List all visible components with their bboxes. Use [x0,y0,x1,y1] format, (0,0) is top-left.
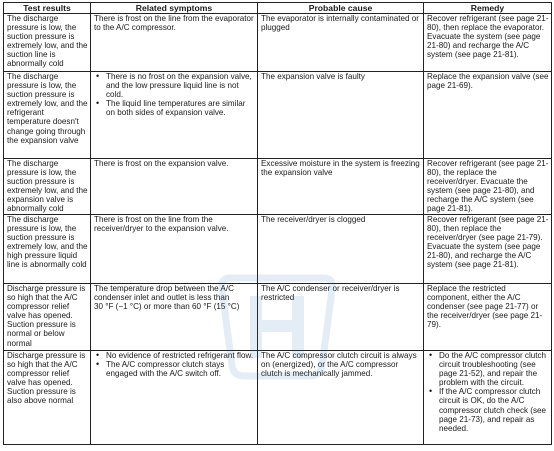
probable-cause-cell: The A/C compressor clutch circuit is always on (energized), or the A/C compressor clutch is mechanically jammed. [258,351,424,445]
test-result-cell: Discharge pressure is so high that the A/C compressor relief valve has opened. Suction pressure is normal or below normal [4,284,91,351]
table-row [4,351,552,445]
list-item: • Do the A/C compressor clutch circuit troubleshooting (see page 21-52), and repair the problem with the circuit. [439,351,549,387]
list-item: • No evidence of restricted refrigerant flow. [106,351,255,360]
list-item: • There is no frost on the expansion valve, and the low pressure liquid line is not cold. [106,72,255,99]
remedy-cell [424,351,552,445]
symptoms-cell-line: There is frost on the line from the receiver/dryer to the expansion valve. [94,215,229,234]
remedy-cell-line: Replace the expansion valve (see page 21-69). [427,72,549,91]
symptoms-cell [91,14,258,72]
list-item: • The liquid line temperatures are similar on both sides of expansion valve. [106,99,255,117]
symptoms-cell-line: The temperature drop between the A/C condenser inlet and outlet is less than [94,284,234,303]
header-related-symptoms: Related symptoms [91,3,258,14]
symptoms-cell-line: There is frost on the line from the evaporator to the A/C compressor. [94,14,254,33]
remedy-cell [424,215,552,284]
diagnosis-table [3,2,552,445]
header-test-results: Test results [4,3,91,14]
remedy-cell-line: Replace the restricted component, either the A/C condenser (see page 21-77) or the receiver/dryer (see page 21-79). [427,284,543,330]
test-result-cell: Discharge pressure is so high that the A/C compressor relief valve has opened. Suction pressure is also above normal [4,351,91,445]
remedy-cell [424,284,552,351]
symptoms-cell [91,351,258,445]
remedy-cell-line: Recover refrigerant (see page 21-80), then replace the receiver/dryer (see page 21-79). Evacuate the system (see page 21-80), and recharge the A/C system (see page 21-81). [427,215,549,270]
header-remedy: Remedy [424,3,552,14]
header-probable-cause: Probable cause [258,3,424,14]
symptoms-cell-list [94,72,255,117]
table-row [4,284,552,351]
remedy-cell [424,14,552,72]
test-result-cell: The discharge pressure is low, the suction pressure is extremely low, and the suction line is abnormally cold [4,14,91,72]
probable-cause-cell: The expansion valve is faulty [258,72,424,159]
remedy-cell [424,72,552,159]
symptoms-cell-list [94,351,255,378]
remedy-cell [424,159,552,215]
table-row [4,72,552,159]
symptoms-cell-line: 30 °F (−1 °C) or more than 60 °F (15 °C) [94,302,240,312]
symptoms-cell [91,159,258,215]
table-header-row [4,3,552,14]
remedy-cell-line: Recover refrigerant (see page 21-80), then replace the evaporator. Evacuate the system (see page 21-80) and recharge the A/C system (see page 21-81). [427,14,549,60]
table-row [4,159,552,215]
table-row [4,215,552,284]
probable-cause-cell: The A/C condenser or receiver/dryer is restricted [258,284,424,351]
test-result-cell: The discharge pressure is low, the suction pressure is extremely low, and the expansion valve is abnormally cold [4,159,91,215]
remedy-cell-list [427,351,549,433]
list-item: • The A/C compressor clutch stays engaged with the A/C switch off. [106,360,255,378]
probable-cause-cell: Excessive moisture in the system is freezing the expansion valve [258,159,424,215]
table-row [4,14,552,72]
symptoms-cell-line: There is frost on the expansion valve. [94,159,229,168]
remedy-cell-line: Recover refrigerant (see page 21-80), the replace the receiver/dryer. Evacuate the system (see page 21-80), and recharge the A/C system (see page 21-81). [427,159,549,214]
list-item: • If the A/C compressor clutch circuit is OK, do the A/C compressor clutch check (see page 21-73), and repair as needed. [439,387,549,432]
symptoms-cell [91,72,258,159]
test-result-cell: The discharge pressure is low, the suction pressure is extremely low, and the high pressure liquid line is abnormally cold [4,215,91,284]
probable-cause-cell: The receiver/dryer is clogged [258,215,424,284]
test-result-cell: The discharge pressure is low, the suction pressure is extremely low, and the refrigerant temperature doesn't change going through the expansion valve [4,72,91,159]
probable-cause-cell: The evaporator is internally contaminated or plugged [258,14,424,72]
symptoms-cell [91,284,258,351]
symptoms-cell [91,215,258,284]
